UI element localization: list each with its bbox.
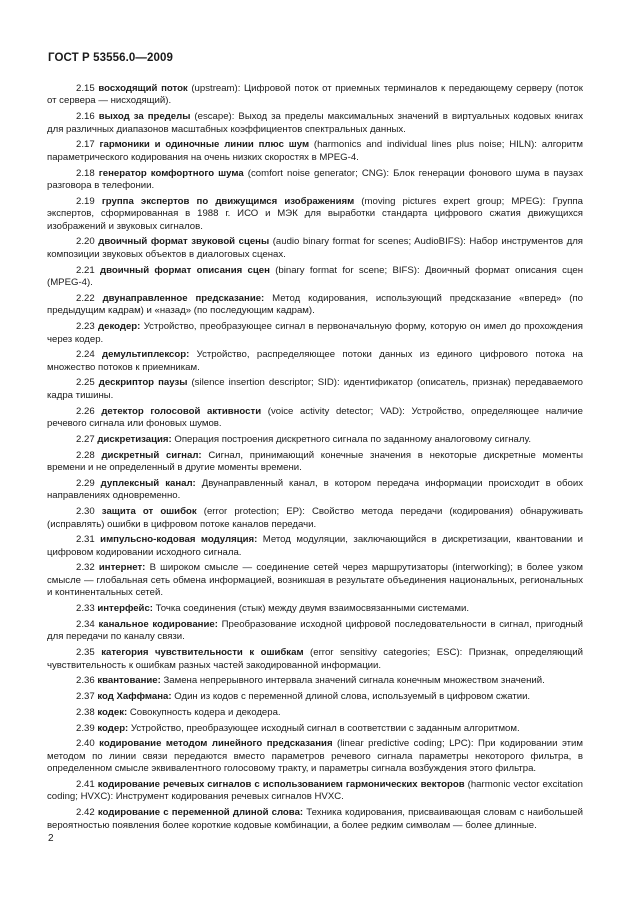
entry-number: 2.21 bbox=[76, 264, 95, 276]
entry-term: выход за пределы bbox=[98, 111, 191, 123]
definition-entry bbox=[47, 779, 583, 804]
page-header: ГОСТ Р 53556.0—2009 bbox=[48, 52, 173, 64]
entry-number: 2.38 bbox=[76, 706, 95, 718]
entry-definition: В широком смысле — соединение сетей через маршрутизаторы (interworking); в более узком смысле — глобальная сеть обмена информацией, возникшая в результате объединения национальных, региональных и континентальных сетей. bbox=[47, 562, 583, 599]
entry-term: код Хаффмана: bbox=[97, 691, 172, 703]
entry-definition: (audio binary format for scenes; AudioBIFS): Набор инструментов для композиции звуковых объектов в диалоговых сценах. bbox=[47, 236, 584, 260]
entry-term: квантование: bbox=[97, 675, 161, 687]
entry-number: 2.34 bbox=[76, 618, 95, 630]
entry-number: 2.40 bbox=[76, 738, 95, 750]
entry-term: двоичный формат описания сцен bbox=[100, 264, 270, 276]
entry-term: двунаправленное предсказание: bbox=[102, 292, 265, 304]
entry-number: 2.26 bbox=[76, 405, 95, 417]
entry-definition: Один из кодов с переменной длиной слова, используемый в цифровом сжатии. bbox=[171, 691, 531, 703]
entry-number: 2.37 bbox=[76, 691, 95, 703]
definition-entry bbox=[47, 406, 583, 431]
entry-number: 2.27 bbox=[76, 433, 95, 445]
entry-term: дискретный сигнал: bbox=[101, 449, 202, 461]
entry-term: дискретизация: bbox=[97, 433, 172, 445]
entry-term: детектор голосовой активности bbox=[101, 405, 262, 417]
entry-definition: Преобразование исходной цифровой последовательности в сигнал, пригодный для передачи по каналу связи. bbox=[47, 618, 583, 643]
entry-definition: Совокупность кодера и декодера. bbox=[127, 706, 281, 718]
entry-term: демультиплексор: bbox=[102, 349, 190, 361]
entry-number: 2.20 bbox=[76, 236, 95, 248]
entry-definition: (silence insertion descriptor; SID): идентификатор (описатель, признак) передаваемого кадра тишины. bbox=[47, 377, 584, 401]
definition-entry bbox=[47, 434, 583, 446]
definition-entry bbox=[47, 236, 583, 261]
entry-term: категория чувствительности к ошибкам bbox=[101, 647, 304, 659]
entry-number: 2.15 bbox=[76, 83, 95, 94]
entry-term: канальное кодирование: bbox=[98, 618, 218, 630]
definitions-list bbox=[47, 83, 583, 835]
definition-entry bbox=[47, 196, 583, 233]
entry-definition: Устройство, преобразующее исходный сигнал в соответствии с заданным алгоритмом. bbox=[128, 722, 520, 734]
entry-definition: (harmonics and individual lines plus noise; HILN): алгоритм параметрического кодирования на очень низких скоростях в MPEG-4. bbox=[47, 139, 584, 163]
entry-term: интернет: bbox=[98, 562, 146, 574]
entry-number: 2.31 bbox=[76, 534, 95, 546]
entry-definition: Двунаправленный канал, в котором передача информации происходит в обоих направлениях одновременно. bbox=[47, 477, 583, 502]
entry-number: 2.19 bbox=[76, 195, 95, 207]
definition-entry bbox=[47, 265, 583, 290]
entry-number: 2.22 bbox=[76, 292, 95, 304]
entry-number: 2.24 bbox=[76, 349, 95, 361]
entry-term: дескриптор паузы bbox=[98, 377, 188, 389]
entry-number: 2.41 bbox=[76, 778, 95, 790]
entry-term: генератор комфортного шума bbox=[98, 167, 244, 179]
definition-entry bbox=[47, 478, 583, 503]
definition-entry bbox=[47, 293, 583, 318]
entry-definition: Устройство, распределяющее потоки данных из единого цифрового потока на множество потоков к приемникам. bbox=[47, 349, 583, 373]
entry-number: 2.25 bbox=[76, 377, 95, 389]
definition-entry bbox=[47, 562, 583, 599]
entry-definition: Замена непрерывного интервала значений сигнала конечным множеством значений. bbox=[160, 675, 545, 687]
definition-entry bbox=[47, 807, 583, 832]
entry-definition: Точка соединения (стык) между двумя взаимосвязанными системами. bbox=[152, 603, 470, 615]
entry-definition: (voice activity detector; VAD): Устройство, определяющее наличие речевого сигнала или фоновых шумов. bbox=[47, 405, 583, 430]
entry-definition: (error protection; EP): Свойство метода передачи (кодирования) обнаруживать (исправлять) ошибки в цифровом потоке каналов передачи. bbox=[47, 506, 584, 530]
entry-definition: Метод модуляции, заключающийся в дискретизации, квантовании и цифровом кодировании исходного сигнала. bbox=[47, 534, 583, 558]
entry-definition: (linear predictive coding; LPC): При кодировании этим методом по линии связи передаются вместо параметров речевого сигнала параметры некоторого фильтра, в определенном смысле эквивалентного голосовому тракту, и параметры сигнала возбуждения этого фильтра. bbox=[47, 738, 584, 775]
entry-term: гармоники и одиночные линии плюс шум bbox=[99, 139, 310, 151]
definition-entry bbox=[47, 168, 583, 193]
entry-definition: (escape): Выход за пределы максимальных значений в виртуальных кодовых книгах для различных диапазонов масштабных коэффициентов спектральных данных. bbox=[47, 111, 583, 135]
definition-entry bbox=[47, 691, 583, 703]
entry-term: двоичный формат звуковой сцены bbox=[98, 236, 270, 248]
definition-entry bbox=[47, 321, 583, 346]
entry-term: импульсно-кодовая модуляция: bbox=[100, 534, 258, 546]
entry-term: дуплексный канал: bbox=[100, 477, 196, 489]
entry-term: кодирование методом линейного предсказания bbox=[99, 738, 333, 750]
definition-entry bbox=[47, 450, 583, 475]
entry-definition: Техника кодирования, присваивающая словам с наибольшей вероятностью появления более короткие кодовые комбинации, а более редким символам — более длинные. bbox=[47, 807, 584, 831]
entry-definition: Сигнал, принимающий конечные значения в некоторые дискретные моменты времени и не определенный в другие моменты времени. bbox=[47, 449, 584, 474]
entry-number: 2.29 bbox=[76, 477, 95, 489]
entry-definition: (binary format for scene; BIFS): Двоичный формат описания сцен (MPEG-4). bbox=[47, 264, 583, 289]
entry-number: 2.17 bbox=[76, 139, 95, 151]
definition-entry bbox=[47, 723, 583, 735]
entry-definition: (harmonic vector excitation coding; HVXC): Инструмент кодирования речевых сигналов HVXC. bbox=[47, 778, 583, 803]
definition-entry bbox=[47, 619, 583, 644]
entry-number: 2.36 bbox=[76, 675, 95, 687]
entry-term: кодер: bbox=[97, 722, 129, 734]
entry-number: 2.28 bbox=[76, 449, 95, 461]
definition-entry bbox=[47, 506, 583, 531]
definition-entry bbox=[47, 647, 583, 672]
entry-term: защита от ошибок bbox=[101, 506, 197, 518]
definition-entry bbox=[47, 349, 583, 374]
entry-definition: (upstream): Цифровой поток от приемных терминалов к передающему серверу (поток от сервера — нисходящий). bbox=[47, 83, 584, 107]
entry-term: восходящий поток bbox=[98, 83, 188, 94]
entry-term: декодер: bbox=[98, 321, 141, 333]
entry-number: 2.16 bbox=[76, 111, 95, 123]
definition-entry bbox=[47, 139, 583, 164]
entry-definition: Метод кодирования, использующий предсказание «вперед» (по предыдущим кадрам) и «назад» (по последующим кадрам). bbox=[47, 292, 583, 317]
entry-definition: (error sensitivy categories; ESC): Признак, определяющий чувствительность к ошибкам разных частей закодированной информации. bbox=[47, 647, 583, 671]
definition-entry bbox=[47, 603, 583, 615]
entry-term: кодек: bbox=[97, 706, 128, 718]
entry-definition: (comfort noise generator; CNG): Блок генерации фонового шума в паузах разговора в телефонии. bbox=[47, 167, 583, 192]
entry-number: 2.33 bbox=[76, 603, 95, 615]
definition-entry bbox=[47, 675, 583, 687]
entry-term: интерфейс: bbox=[97, 603, 153, 615]
entry-definition: Устройство, преобразующее сигнал в первоначальную форму, которую он имел до прохождения через кодер. bbox=[47, 321, 583, 345]
entry-term: кодирование с переменной длиной слова: bbox=[97, 807, 304, 819]
definition-entry bbox=[47, 377, 583, 402]
entry-number: 2.39 bbox=[76, 722, 95, 734]
definition-entry bbox=[47, 707, 583, 719]
entry-number: 2.23 bbox=[76, 321, 95, 333]
entry-definition: Операция построения дискретного сигнала по заданному аналоговому сигналу. bbox=[171, 433, 531, 445]
entry-number: 2.42 bbox=[76, 807, 95, 819]
entry-number: 2.18 bbox=[76, 167, 95, 179]
entry-number: 2.32 bbox=[76, 562, 95, 574]
entry-definition: (moving pictures expert group; MPEG): Группа экспертов, сформированная в 1988 г. ИСО и МЭК для выработки стандарта цифрового сжатия движущихся изображений и звуковых сигналов. bbox=[47, 195, 583, 232]
entry-number: 2.30 bbox=[76, 506, 95, 518]
entry-term: кодирование речевых сигналов с использованием гармонических векторов bbox=[97, 778, 465, 790]
entry-number: 2.35 bbox=[76, 647, 95, 659]
page-number: 2 bbox=[48, 833, 54, 844]
entry-term: группа экспертов по движущимся изображениям bbox=[101, 195, 355, 207]
definition-entry bbox=[47, 83, 583, 108]
definition-entry bbox=[47, 738, 583, 775]
definition-entry bbox=[47, 534, 583, 559]
definition-entry bbox=[47, 111, 583, 136]
